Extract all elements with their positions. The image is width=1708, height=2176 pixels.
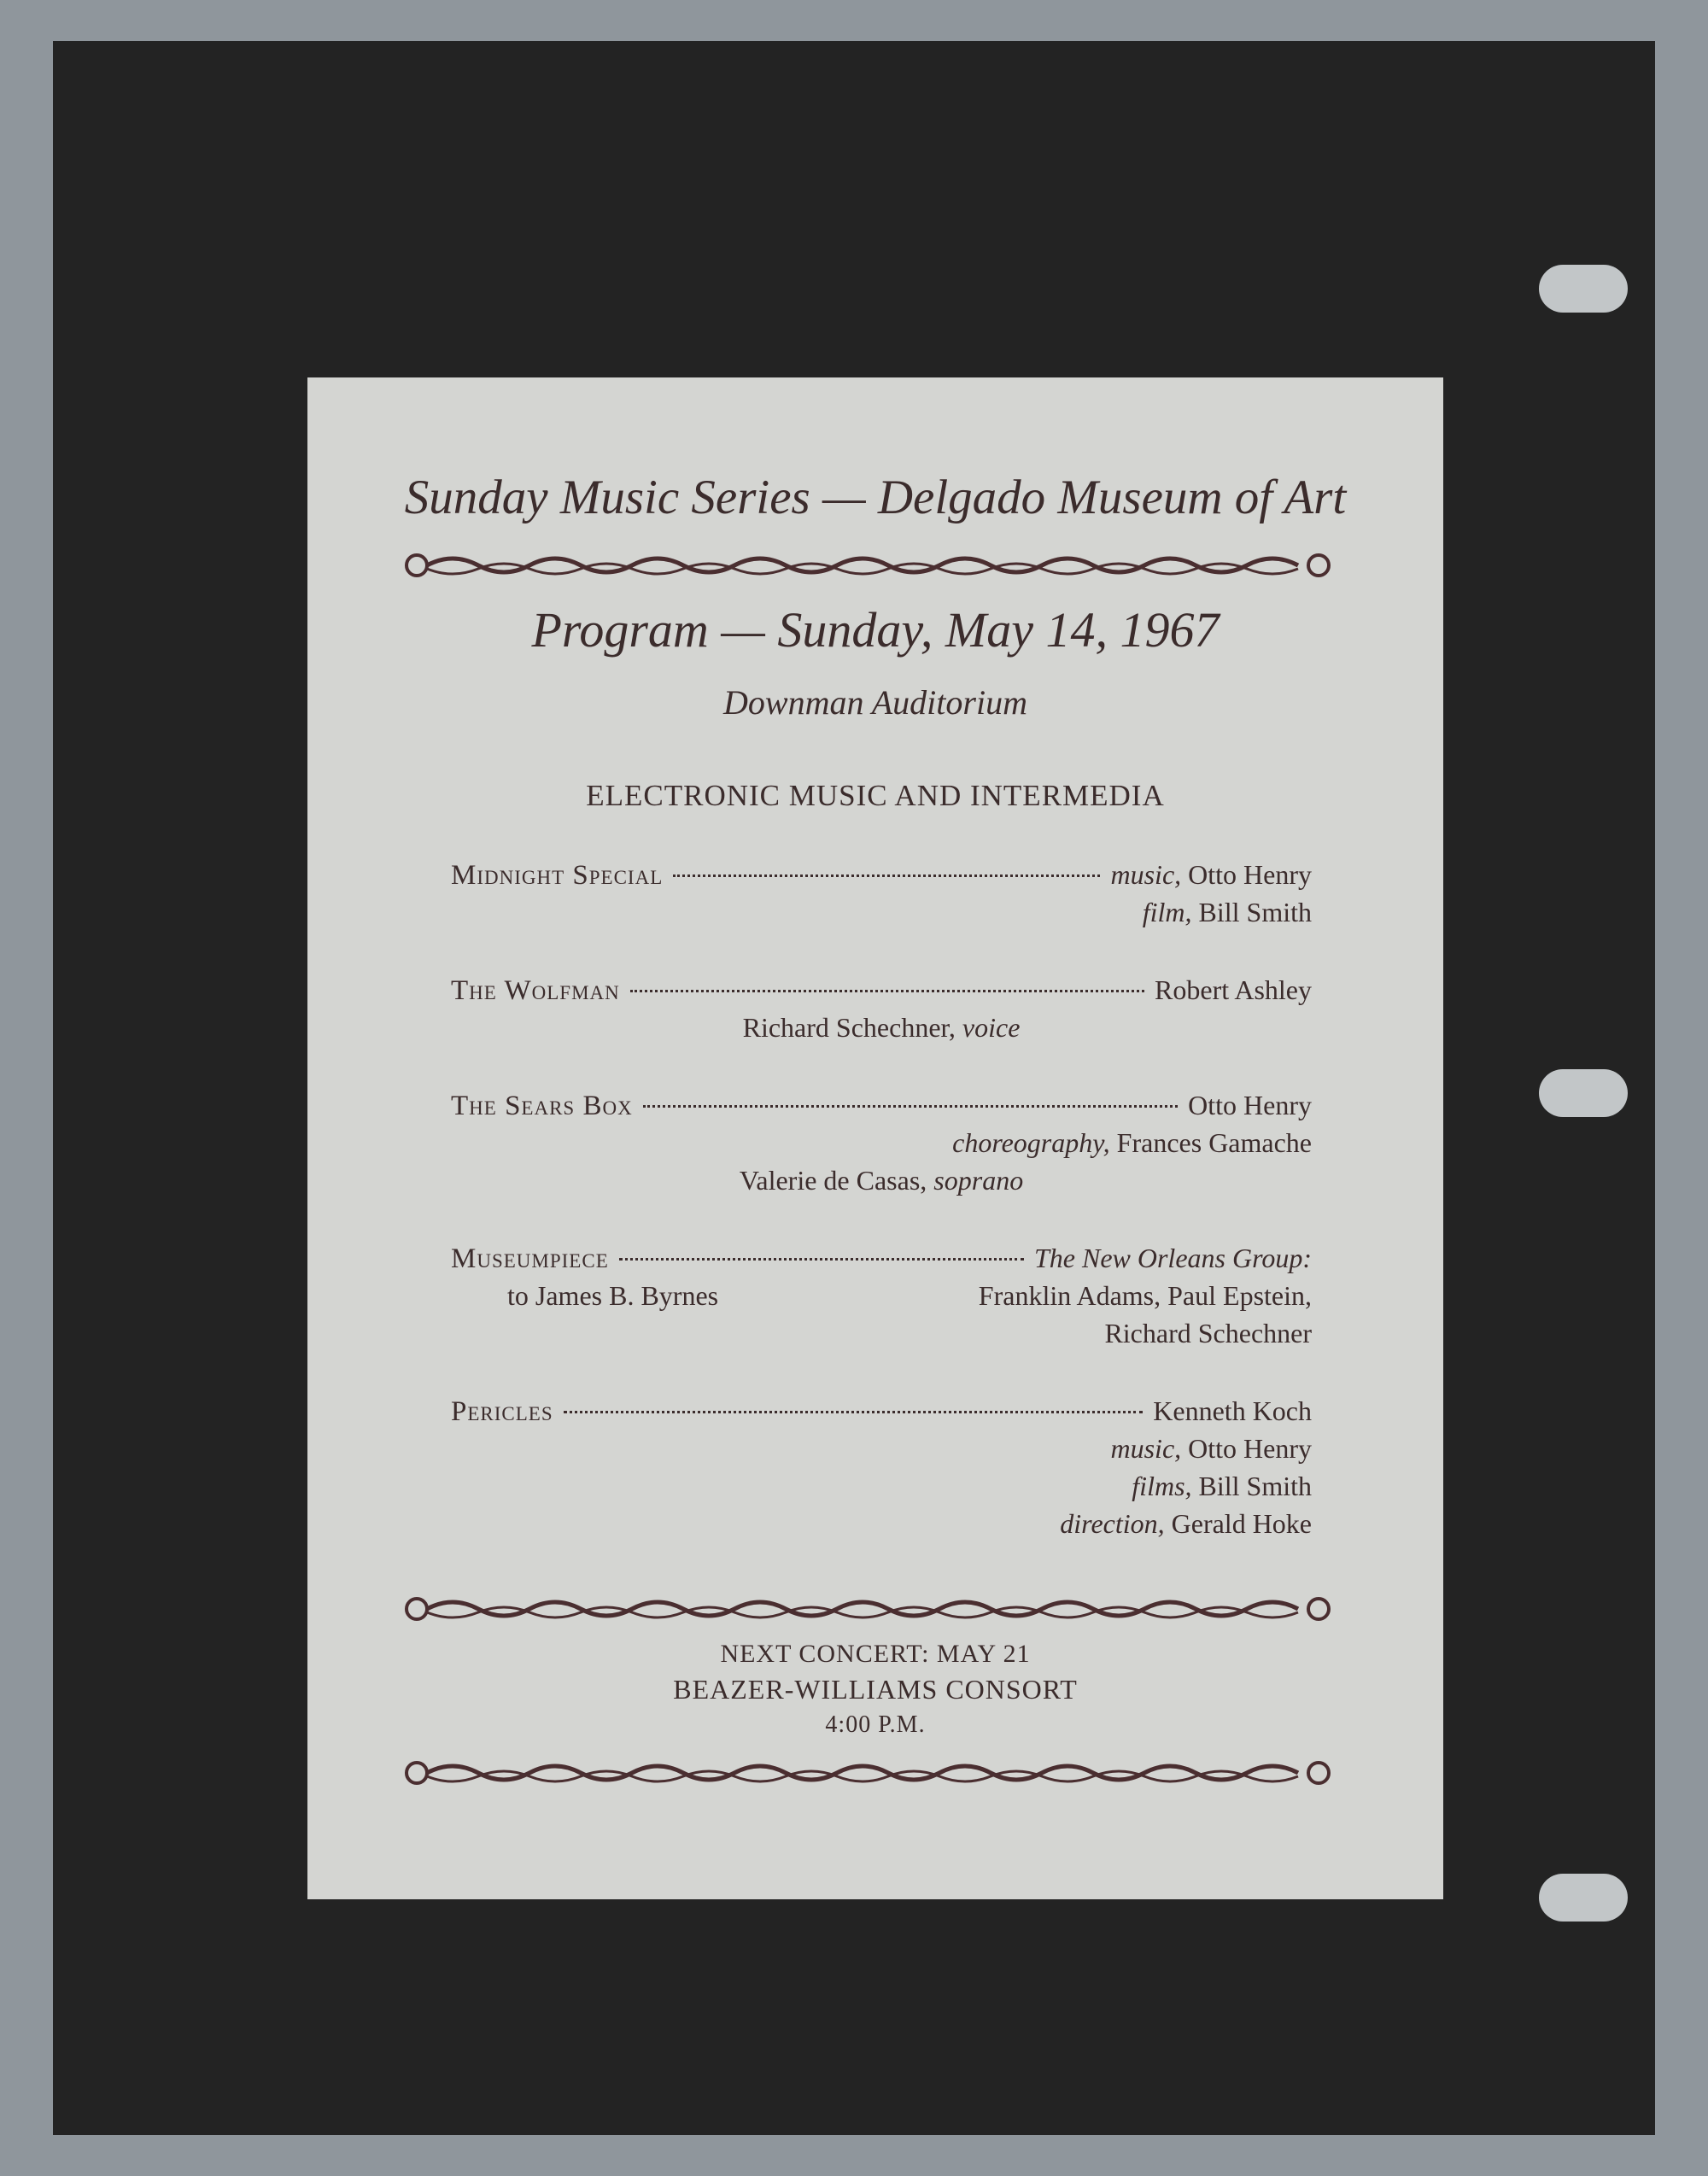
punch-hole [1539, 1069, 1628, 1117]
credit-name: Otto Henry [1188, 1090, 1312, 1120]
credit-role: films, [1132, 1471, 1192, 1501]
program-heading: ELECTRONIC MUSIC AND INTERMEDIA [586, 779, 1165, 812]
work-title: The Wolfman [451, 975, 620, 1006]
credit-name: Bill Smith [1198, 897, 1312, 927]
work-title: The Sears Box [451, 1091, 633, 1121]
credit-name: Kenneth Koch [1153, 1395, 1312, 1426]
work-title: Midnight Special [451, 860, 664, 891]
performer-name: Richard Schechner, [742, 1012, 956, 1043]
program-list [451, 856, 1312, 1582]
program-date-title: Program — Sunday, May 14, 1967 [531, 602, 1220, 658]
ribbon-ornament-bottom [401, 1756, 1334, 1790]
performer-name: Valerie de Casas, [739, 1165, 927, 1196]
series-title: Sunday Music Series — Delgado Museum of Art [404, 471, 1347, 524]
ribbon-ornament-middle [401, 1592, 1334, 1626]
performer-role: voice [962, 1012, 1021, 1043]
credit-name: Otto Henry [1188, 859, 1312, 890]
dot-leader [630, 990, 1144, 992]
ribbon-ornament-top [401, 548, 1334, 582]
dot-leader [643, 1105, 1178, 1108]
program-card [307, 377, 1443, 1899]
credit-name: Robert Ashley [1155, 974, 1312, 1005]
credit-role: music, [1110, 1433, 1182, 1464]
credit-name: Bill Smith [1198, 1471, 1312, 1501]
credit-name: Frances Gamache [1116, 1127, 1312, 1158]
credit-role: direction, [1060, 1508, 1165, 1539]
credit-role: film, [1142, 897, 1192, 927]
program-entry [451, 1239, 1312, 1352]
dedication: to James B. Byrnes [507, 1280, 719, 1311]
group-members: Franklin Adams, Paul Epstein, [978, 1280, 1312, 1311]
credit-role: music, [1110, 859, 1182, 890]
group-members: Richard Schechner [1104, 1318, 1312, 1348]
punch-hole [1539, 265, 1628, 313]
work-title: Pericles [451, 1396, 553, 1427]
dot-leader [564, 1411, 1144, 1413]
dot-leader [673, 874, 1100, 877]
next-concert-time: 4:00 P.M. [825, 1711, 926, 1738]
dot-leader [619, 1258, 1024, 1261]
program-entry [451, 971, 1312, 1046]
credit-role: The New Orleans Group: [1033, 1243, 1312, 1273]
punch-hole [1539, 1874, 1628, 1922]
program-entry [451, 1086, 1312, 1199]
performer-role: soprano [933, 1165, 1024, 1196]
venue: Downman Auditorium [723, 683, 1027, 722]
credit-name: Gerald Hoke [1171, 1508, 1312, 1539]
program-entry [451, 856, 1312, 931]
credit-name: Otto Henry [1188, 1433, 1312, 1464]
credit-role: choreography, [952, 1127, 1110, 1158]
next-concert-date: NEXT CONCERT: MAY 21 [720, 1640, 1031, 1668]
program-entry [451, 1392, 1312, 1542]
next-concert-ensemble: BEAZER-WILLIAMS CONSORT [673, 1674, 1078, 1705]
work-title: Museumpiece [451, 1243, 609, 1274]
